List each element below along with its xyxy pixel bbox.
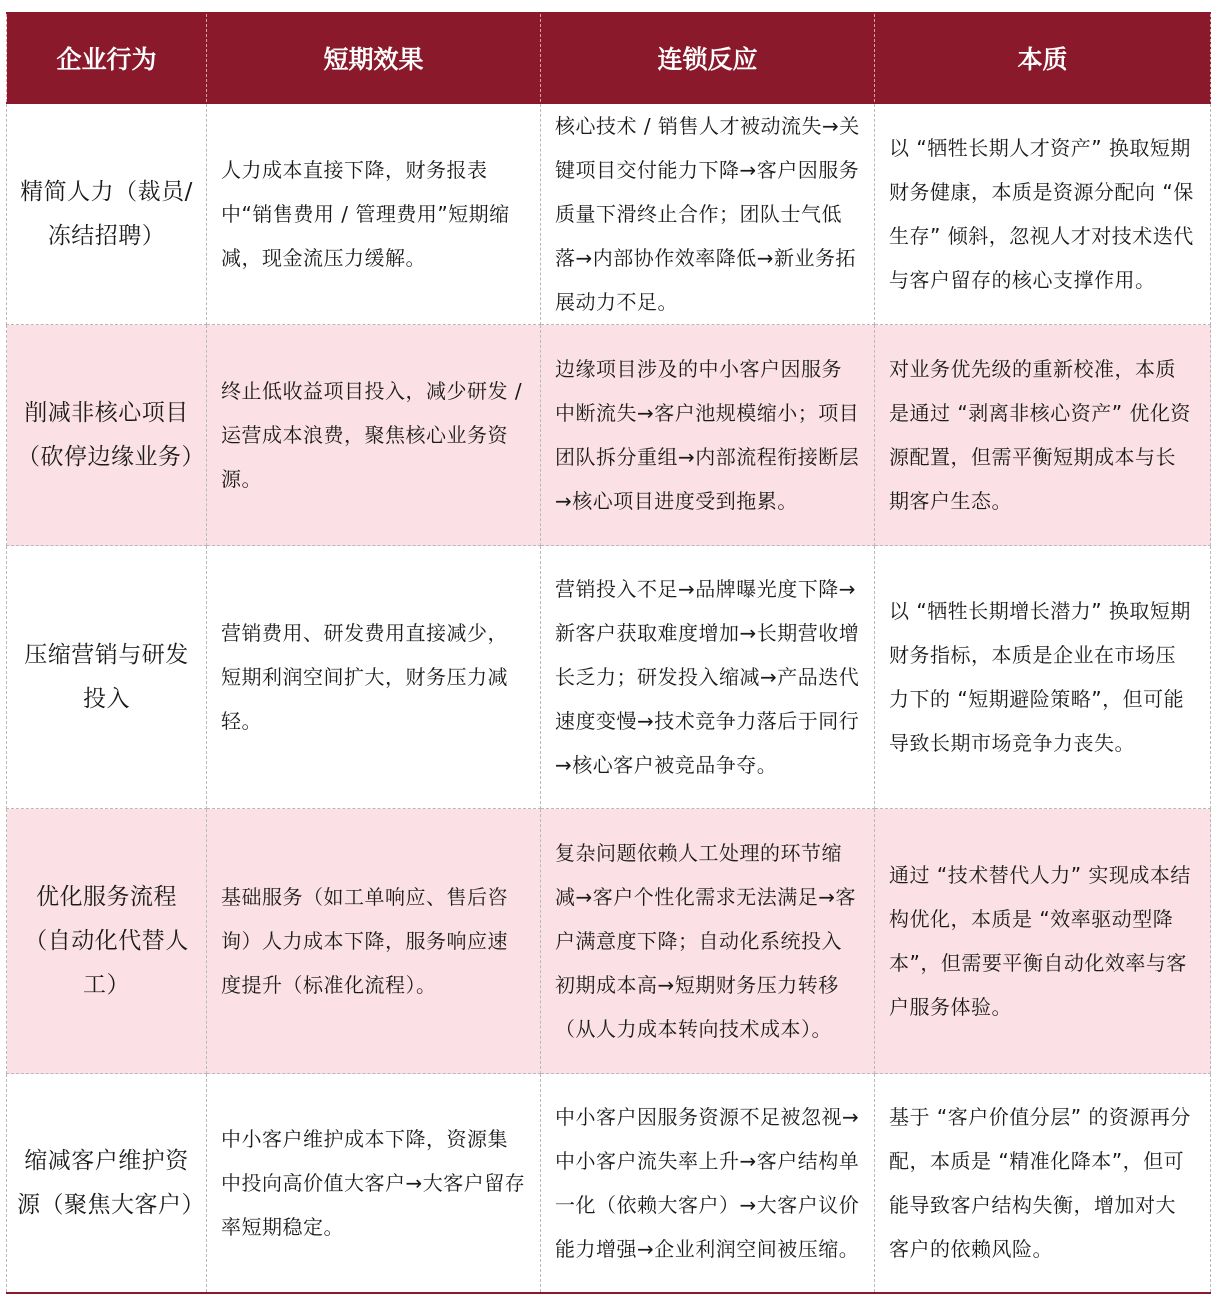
header-essence: 本质 [875, 13, 1211, 103]
short-term-cell: 营销费用、研发费用直接减少，短期利润空间扩大，财务压力减轻。 [207, 546, 541, 809]
short-term-cell: 基础服务（如工单响应、售后咨询）人力成本下降，服务响应速度提升（标准化流程）。 [207, 809, 541, 1074]
short-term-cell: 中小客户维护成本下降，资源集中投向高价值大客户→大客户留存率短期稳定。 [207, 1074, 541, 1294]
essence-cell: 对业务优先级的重新校准，本质是通过 “剥离非核心资产” 优化资源配置，但需平衡短期成本与长期客户生态。 [875, 325, 1211, 546]
table-container [6, 12, 1210, 1294]
header-chain-reaction: 连锁反应 [541, 13, 875, 103]
behavior-cell: 压缩营销与研发投入 [7, 546, 207, 809]
comparison-table [6, 12, 1211, 1294]
essence-cell: 以 “牺牲长期人才资产” 换取短期财务健康，本质是资源分配向 “保生存” 倾斜，忽视人才对技术迭代与客户留存的核心支撑作用。 [875, 103, 1211, 325]
table-header-row [7, 13, 1211, 103]
chain-reaction-cell: 中小客户因服务资源不足被忽视→中小客户流失率上升→客户结构单一化（依赖大客户）→大客户议价能力增强→企业利润空间被压缩。 [541, 1074, 875, 1294]
behavior-cell: 削减非核心项目（砍停边缘业务） [7, 325, 207, 546]
behavior-cell: 缩减客户维护资源（聚焦大客户） [7, 1074, 207, 1294]
behavior-cell: 优化服务流程（自动化代替人工） [7, 809, 207, 1074]
header-behavior: 企业行为 [7, 13, 207, 103]
table-row [7, 1074, 1211, 1294]
essence-cell: 基于 “客户价值分层” 的资源再分配，本质是 “精准化降本”，但可能导致客户结构失衡，增加对大客户的依赖风险。 [875, 1074, 1211, 1294]
table-row [7, 325, 1211, 546]
table-row [7, 546, 1211, 809]
table-row [7, 809, 1211, 1074]
chain-reaction-cell: 核心技术 / 销售人才被动流失→关键项目交付能力下降→客户因服务质量下滑终止合作；团队士气低落→内部协作效率降低→新业务拓展动力不足。 [541, 103, 875, 325]
short-term-cell: 人力成本直接下降，财务报表中“销售费用 / 管理费用”短期缩减，现金流压力缓解。 [207, 103, 541, 325]
essence-cell: 以 “牺牲长期增长潜力” 换取短期财务指标，本质是企业在市场压力下的 “短期避险策略”，但可能导致长期市场竞争力丧失。 [875, 546, 1211, 809]
table-row [7, 103, 1211, 325]
chain-reaction-cell: 边缘项目涉及的中小客户因服务中断流失→客户池规模缩小；项目团队拆分重组→内部流程衔接断层→核心项目进度受到拖累。 [541, 325, 875, 546]
short-term-cell: 终止低收益项目投入，减少研发 / 运营成本浪费，聚焦核心业务资源。 [207, 325, 541, 546]
behavior-cell: 精简人力（裁员/冻结招聘） [7, 103, 207, 325]
essence-cell: 通过 “技术替代人力” 实现成本结构优化，本质是 “效率驱动型降本”，但需要平衡自动化效率与客户服务体验。 [875, 809, 1211, 1074]
chain-reaction-cell: 营销投入不足→品牌曝光度下降→新客户获取难度增加→长期营收增长乏力；研发投入缩减→产品迭代速度变慢→技术竞争力落后于同行→核心客户被竞品争夺。 [541, 546, 875, 809]
chain-reaction-cell: 复杂问题依赖人工处理的环节缩减→客户个性化需求无法满足→客户满意度下降；自动化系统投入初期成本高→短期财务压力转移（从人力成本转向技术成本）。 [541, 809, 875, 1074]
header-short-term: 短期效果 [207, 13, 541, 103]
